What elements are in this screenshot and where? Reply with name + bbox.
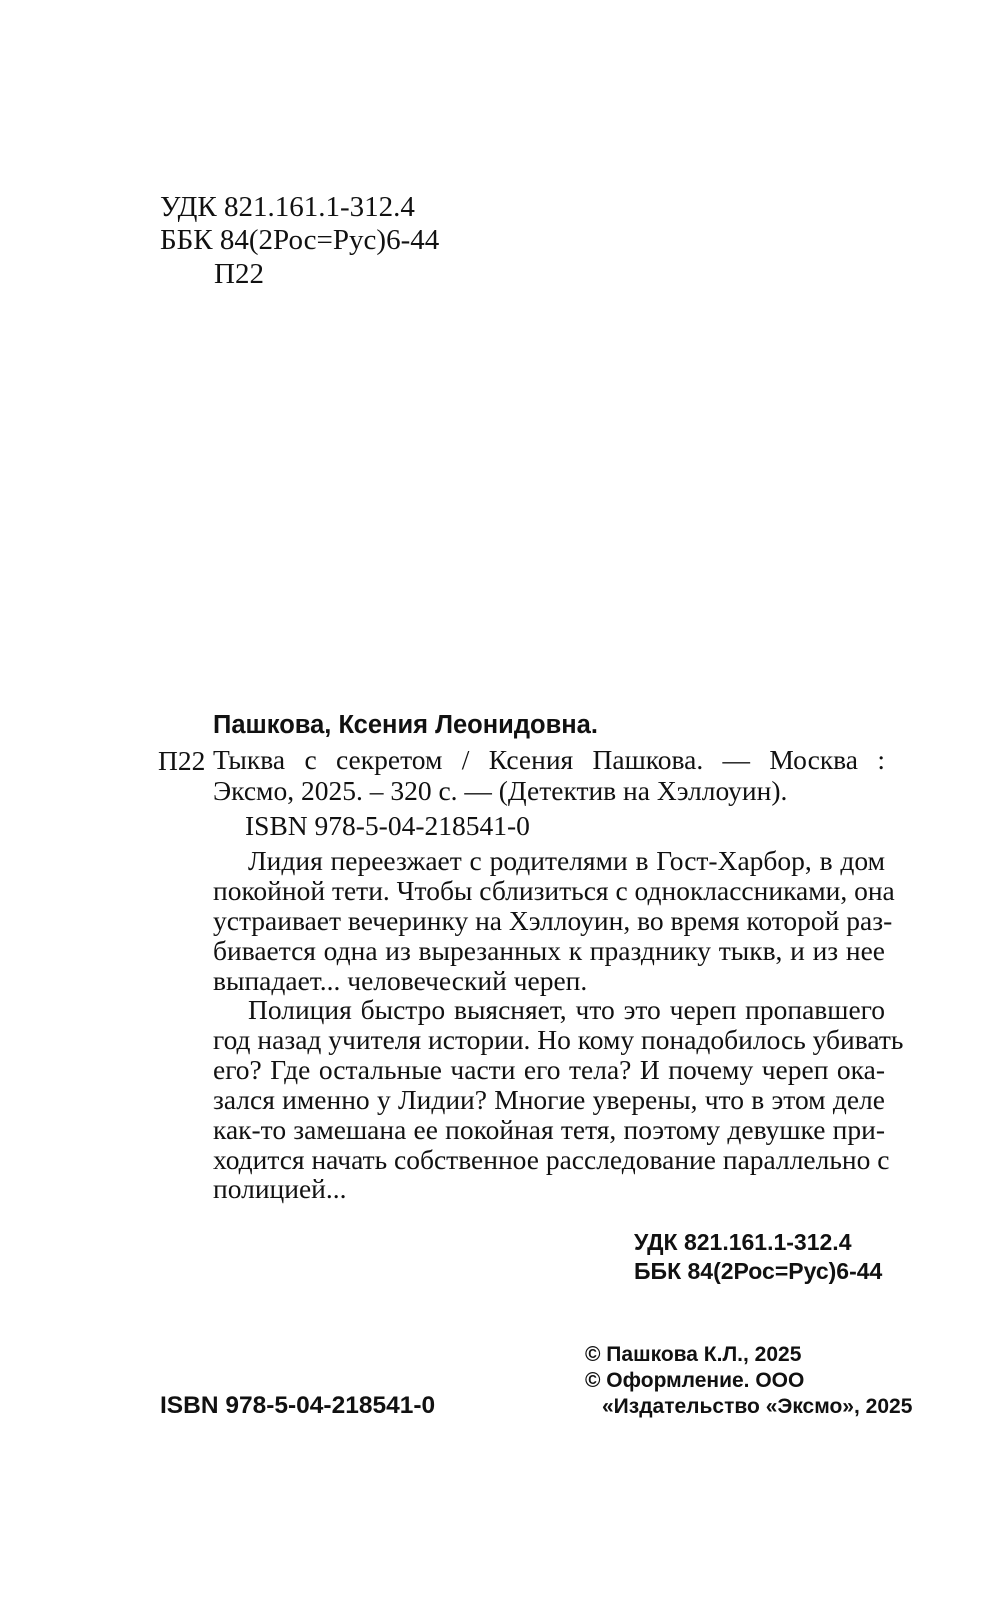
annotation-line: полицией... — [213, 1173, 347, 1204]
top-udk: УДК 821.161.1-312.4 — [160, 191, 415, 223]
imprint-line: Эксмо, 2025. – 320 с. — (Детектив на Хэллоуин). — [213, 775, 788, 806]
annotation-line: выпадает... человеческий череп. — [213, 965, 588, 996]
annotation-line: Полиция быстро выясняет, что это череп пропавшего — [248, 994, 885, 1025]
bottom-udk: УДК 821.161.1-312.4 — [634, 1229, 852, 1255]
annotation-line: зался именно у Лидии? Многие уверены, что в этом деле — [213, 1084, 885, 1115]
annotation-line: покойной тети. Чтобы сблизиться с одноклассниками, она — [213, 875, 895, 906]
annotation-line: Лидия переезжает с родителями в Гост-Харбор, в дом — [248, 845, 885, 876]
annotation-line: ходится начать собственное расследование параллельно с — [213, 1144, 890, 1175]
author-heading: Пашкова, Ксения Леонидовна. — [213, 711, 598, 739]
copyright-author: © Пашкова К.Л., 2025 — [585, 1343, 802, 1366]
bottom-bbk: ББК 84(2Рос=Рус)6-44 — [634, 1258, 883, 1284]
copyright-publisher: «Издательство «Эксмо», 2025 — [602, 1395, 913, 1418]
copyright-design: © Оформление. ООО — [585, 1369, 805, 1392]
top-bbk: ББК 84(2Рос=Рус)6-44 — [160, 224, 440, 256]
top-author-sign: П22 — [214, 258, 264, 290]
annotation-line: как-то замешана ее покойная тетя, поэтому девушке при- — [213, 1114, 885, 1145]
annotation-line: год назад учителя истории. Но кому понадобилось убивать — [213, 1024, 904, 1055]
record-isbn: ISBN 978-5-04-218541-0 — [245, 810, 530, 841]
record-author-sign: П22 — [158, 745, 206, 776]
annotation-line: устраивает вечеринку на Хэллоуин, во время которой раз- — [213, 905, 893, 936]
isbn-bottom: ISBN 978-5-04-218541-0 — [160, 1392, 436, 1419]
annotation-line: его? Где остальные части его тела? И почему череп ока- — [213, 1054, 885, 1085]
annotation-line: бивается одна из вырезанных к празднику тыкв, и из нее — [213, 935, 885, 966]
title-line: Тыква с секретом / Ксения Пашкова. — Москва : — [213, 744, 885, 775]
